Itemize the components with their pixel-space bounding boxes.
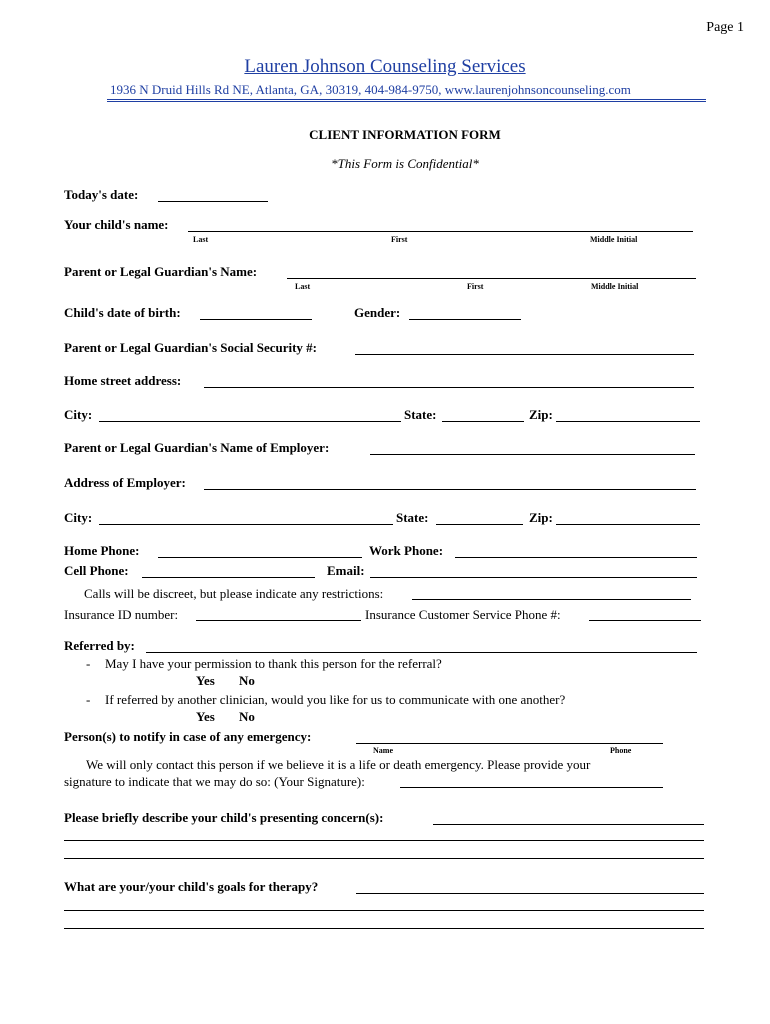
organization-name: Lauren Johnson Counseling Services [244,56,526,77]
presenting-concerns-field-line-2[interactable] [64,840,704,841]
employer-city-field[interactable] [99,524,393,525]
childs-name-label: Your child's name: [64,217,169,232]
home-address-label: Home street address: [64,373,182,388]
thank-no-option[interactable]: No [239,673,255,688]
home-phone-label: Home Phone: [64,543,140,558]
employer-name-field[interactable] [370,454,695,455]
employer-address-label: Address of Employer: [64,475,186,490]
guardian-name-last-sublabel: Last [295,282,311,291]
home-address-field[interactable] [204,387,694,388]
bullet-thank: - [86,656,91,671]
presenting-concerns-field-line-3[interactable] [64,858,704,859]
insurance-id-label: Insurance ID number: [64,607,179,622]
signature-field[interactable] [400,787,663,788]
insurance-id-field[interactable] [196,620,361,621]
bullet-communicate: - [86,692,91,707]
home-phone-field[interactable] [158,557,362,558]
therapy-goals-label: What are your/your child's goals for therapy? [64,879,319,894]
employer-state-label: State: [396,510,429,525]
employer-address-field[interactable] [204,489,696,490]
emergency-note-line-2: signature to indicate that we may do so: (Your Signature): [64,774,365,789]
communicate-yes-option[interactable]: Yes [196,709,215,724]
referred-by-field[interactable] [146,652,697,653]
question-thank-referral: May I have your permission to thank this person for the referral? [105,656,442,671]
home-state-label: State: [404,407,437,422]
cell-phone-label: Cell Phone: [64,563,129,578]
therapy-goals-field-line-1[interactable] [356,893,704,894]
employer-state-field[interactable] [436,524,523,525]
call-restrictions-field[interactable] [412,599,691,600]
guardian-ssn-field[interactable] [355,354,694,355]
emergency-contact-field[interactable] [356,743,663,744]
call-restrictions-label: Calls will be discreet, but please indicate any restrictions: [84,586,384,601]
childs-name-middle-sublabel: Middle Initial [590,235,638,244]
emergency-name-sublabel: Name [373,746,393,755]
therapy-goals-field-line-3[interactable] [64,928,704,929]
child-dob-label: Child's date of birth: [64,305,181,320]
employer-name-label: Parent or Legal Guardian's Name of Employer: [64,440,330,455]
todays-date-field[interactable] [158,201,268,202]
home-state-field[interactable] [442,421,524,422]
employer-zip-label: Zip: [529,510,553,525]
emergency-phone-sublabel: Phone [610,746,632,755]
confidential-note: *This Form is Confidential* [331,156,479,171]
childs-name-field[interactable] [188,231,693,232]
childs-name-first-sublabel: First [391,235,408,244]
home-city-field[interactable] [99,421,401,422]
employer-city-label: City: [64,510,93,525]
guardian-name-label: Parent or Legal Guardian's Name: [64,264,258,279]
presenting-concerns-field-line-1[interactable] [433,824,704,825]
guardian-name-field[interactable] [287,278,696,279]
referred-by-label: Referred by: [64,638,135,653]
organization-address: 1936 N Druid Hills Rd NE, Atlanta, GA, 30319, 404-984-9750, www.laurenjohnsoncounseling.com [110,82,631,97]
todays-date-label: Today's date: [64,187,139,202]
work-phone-label: Work Phone: [369,543,444,558]
home-zip-field[interactable] [556,421,700,422]
home-zip-label: Zip: [529,407,553,422]
child-dob-field[interactable] [200,319,312,320]
work-phone-field[interactable] [455,557,697,558]
emergency-note-line-1: We will only contact this person if we believe it is a life or death emergency. Please provide your [86,757,591,772]
gender-field[interactable] [409,319,521,320]
home-city-label: City: [64,407,93,422]
cell-phone-field[interactable] [142,577,315,578]
form-title: CLIENT INFORMATION FORM [309,127,501,142]
email-field[interactable] [370,577,697,578]
guardian-name-middle-sublabel: Middle Initial [591,282,639,291]
gender-label: Gender: [354,305,401,320]
presenting-concerns-label: Please briefly describe your child's presenting concern(s): [64,810,384,825]
insurance-phone-field[interactable] [589,620,701,621]
therapy-goals-field-line-2[interactable] [64,910,704,911]
childs-name-last-sublabel: Last [193,235,209,244]
communicate-no-option[interactable]: No [239,709,255,724]
emergency-contact-label: Person(s) to notify in case of any emergency: [64,729,312,744]
guardian-name-first-sublabel: First [467,282,484,291]
insurance-phone-label: Insurance Customer Service Phone #: [365,607,561,622]
email-label: Email: [327,563,365,578]
question-communicate: If referred by another clinician, would you like for us to communicate with one another? [105,692,566,707]
header-divider [107,99,706,102]
guardian-ssn-label: Parent or Legal Guardian's Social Security #: [64,340,318,355]
employer-zip-field[interactable] [556,524,700,525]
thank-yes-option[interactable]: Yes [196,673,215,688]
page-number: Page 1 [706,20,744,35]
